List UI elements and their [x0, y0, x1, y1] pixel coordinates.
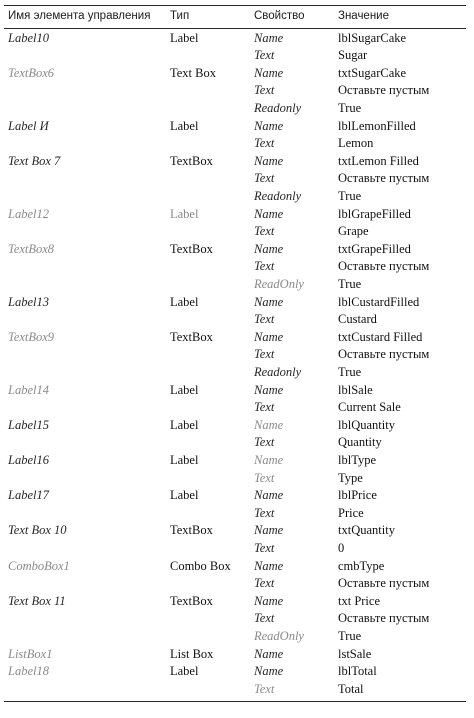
table-row — [0, 451, 474, 469]
cell-value: Quantity — [338, 435, 382, 450]
cell-value: Price — [338, 505, 364, 520]
cell-value: 0 — [338, 540, 345, 555]
cell-property: Name — [254, 488, 284, 503]
cell-property: Text — [254, 171, 275, 186]
cell-type: List Box — [170, 646, 214, 661]
table-row — [0, 117, 474, 135]
cell-property: Text — [254, 48, 275, 63]
cell-value: txt Price — [338, 593, 381, 608]
cell-property: Name — [254, 664, 284, 679]
table-row — [0, 592, 474, 610]
cell-control-name: Label И — [8, 118, 49, 133]
cell-control-name: ListBox1 — [8, 646, 53, 661]
cell-property: Readonly — [254, 364, 302, 379]
table-row — [0, 152, 474, 170]
cell-value: Lemon — [338, 136, 374, 151]
cell-control-name: Label16 — [8, 452, 49, 467]
table-row — [0, 504, 474, 522]
cell-control-name: Label10 — [8, 30, 49, 45]
cell-type: Combo Box — [170, 558, 231, 573]
cell-property: Text — [254, 611, 275, 626]
cell-property: Name — [254, 558, 284, 573]
table-row — [0, 381, 474, 399]
cell-property: Name — [254, 65, 284, 80]
cell-value: Total — [338, 681, 364, 696]
cell-property: Name — [254, 206, 284, 221]
table-row — [0, 539, 474, 557]
table-row — [0, 363, 474, 381]
cell-value: lblTotal — [338, 664, 377, 679]
table-row — [0, 487, 474, 505]
cell-control-name: ComboBox1 — [8, 558, 70, 573]
cell-property: Name — [254, 646, 284, 661]
table-row — [0, 29, 474, 47]
cell-property: Text — [254, 470, 275, 485]
cell-type: Label — [170, 664, 199, 679]
cell-property: Name — [254, 118, 284, 133]
cell-value: txtCustard Filled — [338, 329, 423, 344]
cell-control-name: Label18 — [8, 664, 49, 679]
cell-property: Text — [254, 312, 275, 327]
cell-value: Оставьте пустым — [338, 259, 430, 274]
table-top-rule — [4, 5, 466, 6]
cell-value: txtGrapeFilled — [338, 241, 411, 256]
cell-control-name: TextBox6 — [8, 65, 55, 80]
cell-property: Text — [254, 505, 275, 520]
cell-value: True — [338, 628, 362, 643]
cell-property: Name — [254, 294, 284, 309]
table-row — [0, 434, 474, 452]
header-type: Тип — [170, 10, 190, 23]
table-header — [0, 8, 474, 26]
cell-control-name: TextBox9 — [8, 329, 55, 344]
cell-type: Label — [170, 206, 199, 221]
table-bottom-rule — [4, 701, 466, 702]
cell-value: True — [338, 276, 362, 291]
cell-value: txtQuantity — [338, 523, 395, 538]
cell-value: Оставьте пустым — [338, 83, 430, 98]
cell-property: Name — [254, 523, 284, 538]
cell-value: txtSugarCake — [338, 65, 407, 80]
table-row — [0, 99, 474, 117]
cell-type: Label — [170, 417, 199, 432]
cell-value: Sugar — [338, 48, 368, 63]
table-row — [0, 311, 474, 329]
cell-property: Text — [254, 136, 275, 151]
cell-value: lblCustardFilled — [338, 294, 420, 309]
cell-value: Type — [338, 470, 363, 485]
cell-control-name: Text Box 7 — [8, 153, 61, 168]
header-value: Значение — [338, 10, 389, 23]
cell-control-name: Label12 — [8, 206, 49, 221]
table-row — [0, 47, 474, 65]
cell-value: lblGrapeFilled — [338, 206, 411, 221]
header-control-name: Имя элемента управления — [8, 10, 151, 23]
cell-property: Name — [254, 329, 284, 344]
table-row — [0, 82, 474, 100]
table-row — [0, 399, 474, 417]
cell-control-name: Text Box 11 — [8, 593, 66, 608]
cell-property: Text — [254, 435, 275, 450]
cell-property: Name — [254, 382, 284, 397]
cell-property: Name — [254, 241, 284, 256]
cell-type: TextBox — [170, 593, 213, 608]
table-row — [0, 275, 474, 293]
cell-value: Grape — [338, 224, 369, 239]
cell-property: Name — [254, 30, 284, 45]
cell-value: lblQuantity — [338, 417, 395, 432]
cell-type: TextBox — [170, 241, 213, 256]
table-row — [0, 469, 474, 487]
cell-type: TextBox — [170, 329, 213, 344]
table-row — [0, 575, 474, 593]
table-row — [0, 258, 474, 276]
table-row — [0, 627, 474, 645]
header-property: Свойство — [254, 10, 305, 23]
cell-type: Text Box — [170, 65, 216, 80]
cell-type: Label — [170, 452, 199, 467]
cell-value: Оставьте пустым — [338, 347, 430, 362]
cell-property: Name — [254, 417, 284, 432]
cell-type: Label — [170, 118, 199, 133]
cell-control-name: Label15 — [8, 417, 49, 432]
cell-property: Readonly — [254, 100, 302, 115]
cell-property: Text — [254, 83, 275, 98]
cell-value: Оставьте пустым — [338, 576, 430, 591]
cell-property: Text — [254, 540, 275, 555]
table-row — [0, 170, 474, 188]
cell-type: TextBox — [170, 523, 213, 538]
cell-control-name: Text Box 10 — [8, 523, 67, 538]
cell-value: Оставьте пустым — [338, 611, 430, 626]
table-row — [0, 328, 474, 346]
cell-value: cmbType — [338, 558, 385, 573]
cell-property: Text — [254, 224, 275, 239]
table-row — [0, 680, 474, 698]
cell-value: lblType — [338, 452, 377, 467]
cell-type: Label — [170, 488, 199, 503]
cell-value: Custard — [338, 312, 377, 327]
cell-property: ReadOnly — [254, 276, 304, 291]
cell-value: lblPrice — [338, 488, 377, 503]
cell-type: Label — [170, 294, 199, 309]
cell-property: Text — [254, 259, 275, 274]
cell-value: True — [338, 100, 362, 115]
table-row — [0, 240, 474, 258]
table-row — [0, 223, 474, 241]
cell-property: Text — [254, 400, 275, 415]
table-row — [0, 205, 474, 223]
table-row — [0, 416, 474, 434]
cell-value: lblLemonFilled — [338, 118, 416, 133]
cell-property: Readonly — [254, 188, 302, 203]
table-row — [0, 293, 474, 311]
table-row — [0, 557, 474, 575]
cell-type: Label — [170, 382, 199, 397]
table-row — [0, 522, 474, 540]
cell-value: True — [338, 188, 362, 203]
cell-property: Text — [254, 576, 275, 591]
cell-value: lblSale — [338, 382, 373, 397]
cell-property: ReadOnly — [254, 628, 304, 643]
cell-value: lstSale — [338, 646, 372, 661]
cell-control-name: Label14 — [8, 382, 49, 397]
cell-type: Label — [170, 30, 199, 45]
cell-property: Text — [254, 347, 275, 362]
cell-property: Text — [254, 681, 275, 696]
table-row — [0, 610, 474, 628]
cell-value: lblSugarCake — [338, 30, 407, 45]
table-row — [0, 663, 474, 681]
cell-value: txtLemon Filled — [338, 153, 419, 168]
cell-value: Оставьте пустым — [338, 171, 430, 186]
cell-type: TextBox — [170, 153, 213, 168]
cell-value: True — [338, 364, 362, 379]
table-row — [0, 187, 474, 205]
cell-property: Name — [254, 153, 284, 168]
cell-control-name: Label17 — [8, 488, 49, 503]
table-row — [0, 645, 474, 663]
cell-property: Name — [254, 593, 284, 608]
cell-control-name: TextBox8 — [8, 241, 55, 256]
table-row — [0, 346, 474, 364]
table-row — [0, 64, 474, 82]
cell-control-name: Label13 — [8, 294, 49, 309]
cell-value: Current Sale — [338, 400, 401, 415]
cell-property: Name — [254, 452, 284, 467]
table-row — [0, 135, 474, 153]
